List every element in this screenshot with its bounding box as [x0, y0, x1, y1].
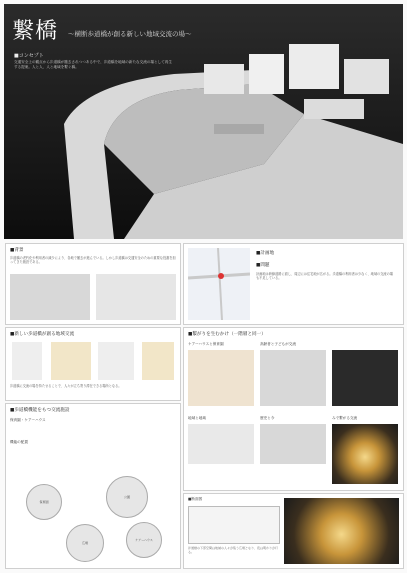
section-drawing [188, 506, 280, 544]
connect-item-2: 高齢者と子どもが交流 [260, 342, 296, 346]
diagram-4 [142, 342, 174, 380]
model-photo [4, 4, 403, 239]
hero-panel [4, 4, 403, 239]
exchange-title: ■歩道橋機能をもつ交流施設 [10, 408, 70, 413]
connect-item-5: みで繋がる交流 [332, 416, 358, 420]
circle-park: 公園 [106, 476, 148, 518]
concept-text: 交通安全上の観点から歩道橋が撤去されつつある中で、歩道橋を地域の新たな交流の場として再生する提案。人と人、人と地域を繋ぐ橋。 [14, 60, 172, 69]
exchange-sub2: 機能の配置 [10, 440, 28, 444]
diagram-2 [51, 342, 91, 380]
problem-title: ■問題 [256, 263, 270, 268]
circle-plaza: 広場 [66, 524, 104, 562]
connect-image-6 [332, 424, 398, 484]
page-title: 繋橋 [12, 19, 59, 44]
concept-heading: ■コンセプト [14, 53, 44, 59]
background-text: 歩道橋の老朽化や利用者の減少により、各地で撤去が進んでいる。しかし歩道橋は交通安全のための重要な役割を担ってきた施設である。 [10, 256, 176, 265]
connect-image-3 [332, 350, 398, 406]
connect-item-4: 歴史と今 [260, 416, 275, 420]
connect-item-3: 地域と地域 [188, 416, 206, 420]
background-panel [5, 243, 181, 325]
new-bridge-text: 歩道橋に交流の場を持たせることで、人々が立ち寄り滞在できる場所となる。 [10, 384, 122, 388]
background-image [10, 274, 90, 320]
section-label: ■断面図 [188, 497, 203, 501]
connect-panel [183, 327, 404, 491]
connect-image-2 [260, 350, 326, 406]
section-text: 歩道橋の下部空間は地域の人々が集う広場となり、夜は明かりが灯る。 [188, 546, 279, 554]
exchange-sub1: 保育園・ケアーハウス [10, 418, 46, 422]
connect-item-1: ケアーハウスと保育園 [188, 342, 224, 346]
site-map [188, 248, 250, 320]
site-text: 計画地は幹線道路に面し、周辺には住宅地が広がる。歩道橋の利用者は少なく、地域の交流の場も不足している。 [256, 272, 393, 281]
diagram-3 [98, 342, 134, 380]
section-night-photo [284, 498, 399, 564]
diagram-1 [12, 342, 42, 380]
connect-title: ■繋がりを生むかけ（一階層と同一） [188, 332, 266, 337]
connect-image-5 [260, 424, 326, 464]
circle-nursery: 保育園 [26, 484, 62, 520]
page-subtitle: 〜横断歩道橋が創る新しい地域交流の場〜 [68, 30, 192, 38]
connect-image-1 [188, 350, 254, 406]
section-panel [183, 493, 404, 569]
new-bridge-panel [5, 327, 181, 401]
site-panel [183, 243, 404, 325]
connect-image-4 [188, 424, 254, 464]
background-title: ■背景 [10, 248, 24, 253]
exchange-panel [5, 403, 181, 569]
site-title: ■計画地 [256, 251, 275, 256]
new-bridge-title: ■新しい歩道橋が創る地域交流 [10, 332, 75, 337]
background-chart [96, 274, 176, 320]
circle-carehouse: ケアーハウス [126, 522, 162, 558]
